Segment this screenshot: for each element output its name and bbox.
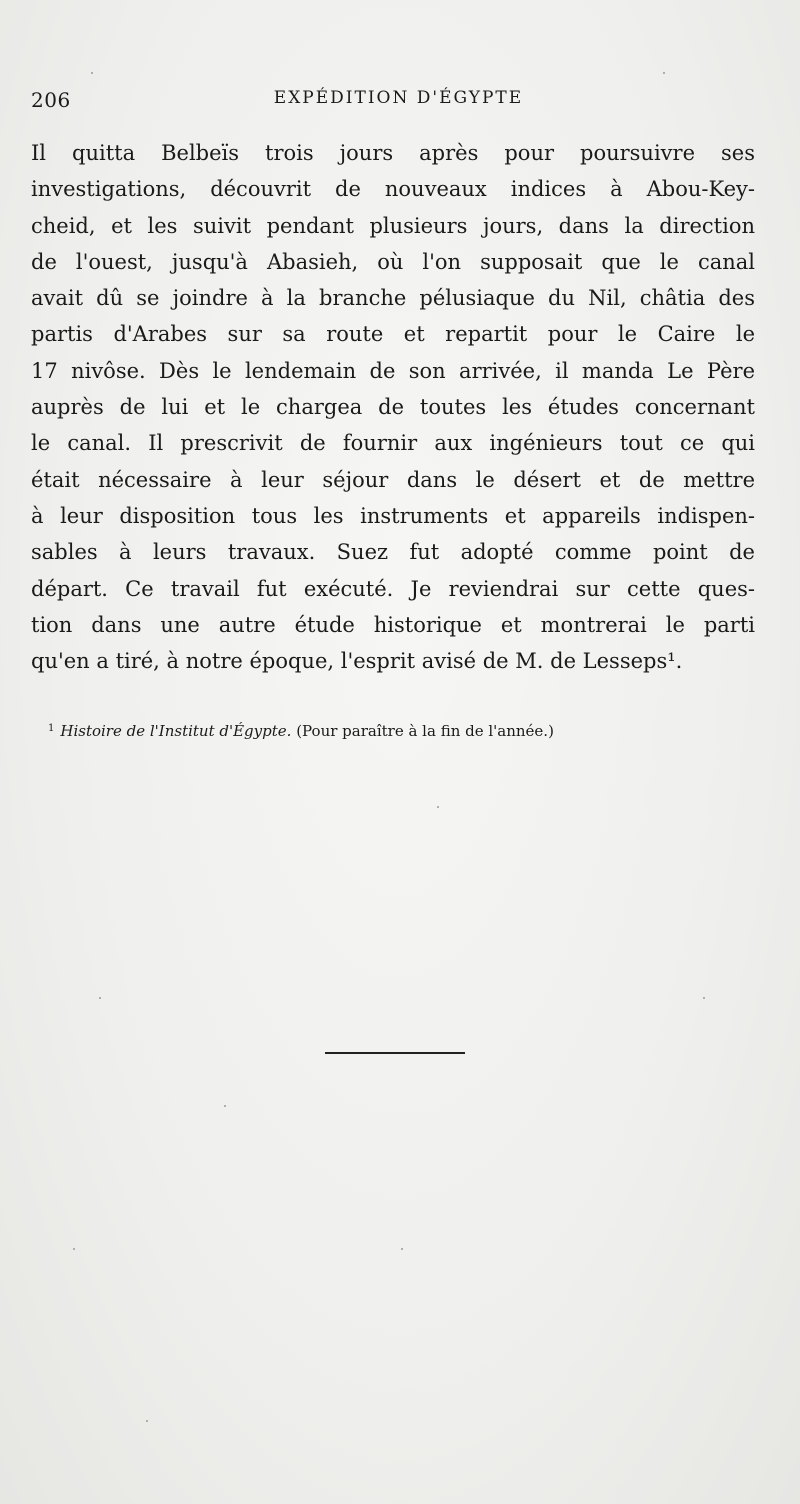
footnote-note: (Pour paraître à la fin de l'année.): [296, 722, 554, 740]
body-paragraph: [31, 135, 755, 679]
footnote-marker: 1: [48, 723, 55, 734]
print-speck: [703, 997, 705, 999]
text-line: investigations, découvrit de nouveaux indices à Abou-Key-: [31, 177, 755, 202]
text-line: 17 nivôse. Dès le lendemain de son arrivée, il manda Le Père: [31, 358, 755, 383]
page-number: 206: [31, 88, 71, 112]
print-speck: [224, 1105, 226, 1107]
text-line: de l'ouest, jusqu'à Abasieh, où l'on supposait que le canal: [31, 249, 755, 274]
print-speck: [99, 997, 101, 999]
print-speck: [437, 806, 439, 808]
print-speck: [91, 72, 93, 74]
text-line: Il quitta Belbeïs trois jours après pour poursuivre ses: [31, 141, 755, 165]
text-line: partis d'Arabes sur sa route et repartit pour le Caire le: [31, 322, 755, 347]
section-rule: [325, 1052, 465, 1054]
text-line: cheid, et les suivit pendant plusieurs jours, dans la direction: [31, 213, 755, 238]
text-line: tion dans une autre étude historique et montrerai le parti: [31, 612, 755, 637]
text-line: à leur disposition tous les instruments et appareils indispen-: [31, 503, 755, 528]
text-line: auprès de lui et le chargea de toutes les études concernant: [31, 395, 755, 420]
print-speck: [663, 72, 665, 74]
text-line: était nécessaire à leur séjour dans le désert et de mettre: [31, 467, 755, 492]
page-header: [31, 88, 766, 118]
text-line: avait dû se joindre à la branche pélusiaque du Nil, châtia des: [31, 286, 755, 311]
print-speck: [73, 1248, 75, 1250]
footnote: [48, 722, 748, 740]
text-line: départ. Ce travail fut exécuté. Je reviendrai sur cette ques-: [31, 576, 755, 601]
footnote-title: Histoire de l'Institut d'Égypte.: [60, 722, 292, 740]
text-line-last: qu'en a tiré, à notre époque, l'esprit avisé de M. de Lesseps¹.: [31, 649, 683, 674]
print-speck: [146, 1420, 148, 1422]
text-line: sables à leurs travaux. Suez fut adopté comme point de: [31, 540, 755, 565]
text-line: le canal. Il prescrivit de fournir aux ingénieurs tout ce qui: [31, 431, 755, 456]
running-title: EXPÉDITION D'ÉGYPTE: [273, 88, 524, 108]
print-speck: [401, 1248, 403, 1250]
